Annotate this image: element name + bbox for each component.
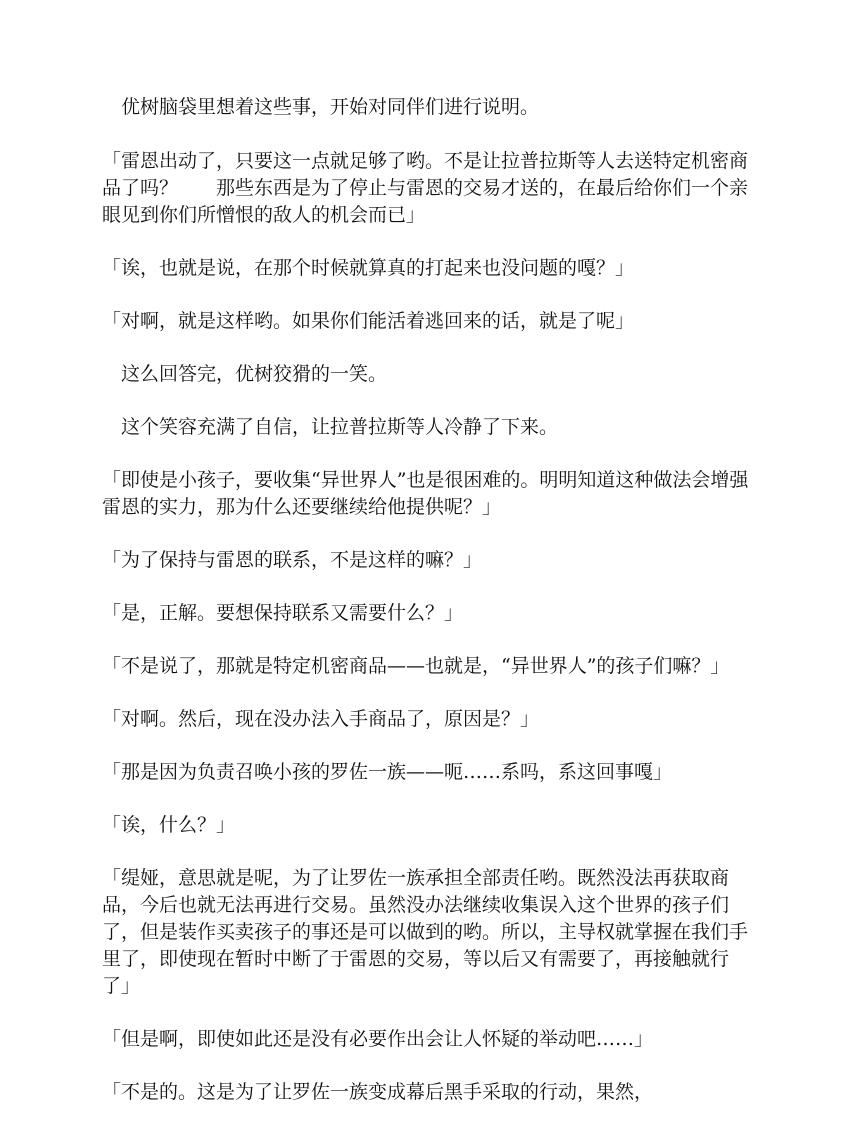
narration-paragraph: 优树脑袋里想着这些事，开始对同伴们进行说明。 [121, 96, 540, 118]
narration-paragraph: 这么回答完，优树狡猾的一笑。 [121, 363, 388, 385]
dialogue-paragraph: 「对啊。然后，现在没办法入手商品了，原因是？」 [102, 708, 540, 730]
dialogue-paragraph: 「即使是小孩子，要收集“异世界人”也是很困难的。明明知道这种做法会增强雷恩的实力，那为什么还要继续给他提供呢？」 [102, 469, 749, 518]
dialogue-paragraph: 「是，正解。要想保持联系又需要什么？」 [102, 602, 464, 624]
dialogue-paragraph: 「为了保持与雷恩的联系，不是这样的嘛？」 [102, 549, 483, 571]
dialogue-paragraph: 「那是因为负责召唤小孩的罗佐一族——呃……系吗，系这回事嘎」 [102, 761, 673, 783]
dialogue-paragraph: 「对啊，就是这样哟。如果你们能活着逃回来的话，就是了呢」 [102, 310, 635, 332]
dialogue-paragraph: 「诶，也就是说，在那个时候就算真的打起来也没问题的嘎？」 [102, 257, 635, 279]
dialogue-paragraph: 「雷恩出动了，只要这一点就足够了哟。不是让拉普拉斯等人去送特定机密商品了吗？ 那些东西是为了停止与雷恩的交易才送的，在最后给你们一个亲眼见到你们所憎恨的敌人的机会而已」 [102, 150, 749, 226]
narration-paragraph: 这个笑容充满了自信，让拉普拉斯等人冷静了下来。 [121, 416, 559, 438]
dialogue-paragraph: 「不是说了，那就是特定机密商品——也就是，“异世界人”的孩子们嘛？」 [102, 655, 730, 677]
dialogue-paragraph: 「不是的。这是为了让罗佐一族变成幕后黑手采取的行动，果然， [102, 1081, 654, 1103]
text-body [102, 94, 752, 1132]
dialogue-paragraph: 「诶，什么？」 [102, 814, 236, 836]
dialogue-paragraph: 「但是啊，即使如此还是没有必要作出会让人怀疑的举动吧……」 [102, 1028, 654, 1050]
dialogue-paragraph: 「缇娅，意思就是呢，为了让罗佐一族承担全部责任哟。既然没法再获取商品，今后也就无法再进行交易。虽然没办法继续收集误入这个世界的孩子们了，但是装作买卖孩子的事还是可以做到的哟。所以，主导权就掌握在我们手里了，即使现在暂时中断了于雷恩的交易，等以后又有需要了，再接触就行了」 [102, 867, 749, 997]
